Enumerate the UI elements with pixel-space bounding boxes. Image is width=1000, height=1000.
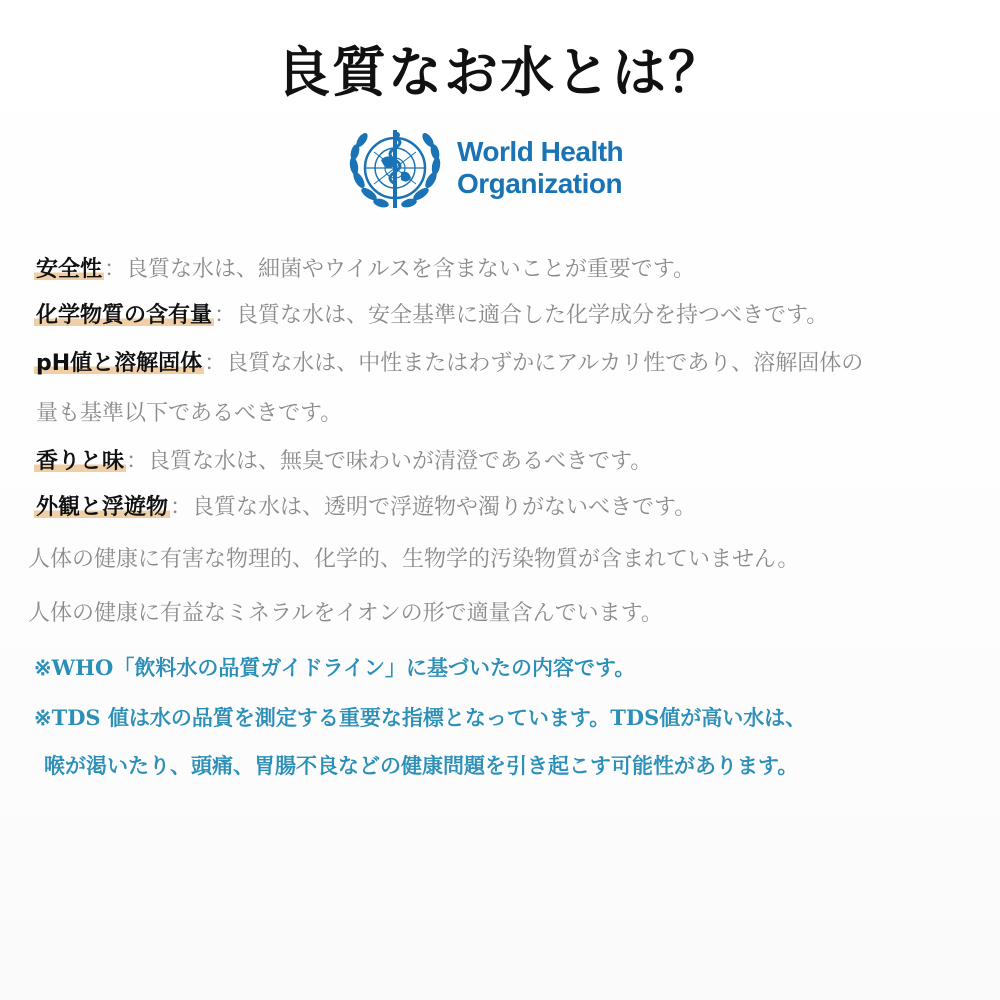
criterion-colon: ：	[170, 495, 193, 520]
criterion-taste	[34, 444, 652, 475]
who-wordmark	[457, 136, 623, 200]
criterion-label: 外観と浮遊物	[36, 495, 169, 520]
criterion-text: 良質な水は、無臭で味わいが清澄であるべきです。	[148, 449, 653, 474]
criterion-colon: ：	[126, 449, 149, 474]
criterion-colon: ：	[104, 257, 127, 282]
page-title: 良質なお水とは？	[276, 41, 724, 104]
criterion-ph	[34, 346, 863, 377]
who-name-line2: Organization	[457, 168, 623, 199]
criterion-text: 良質な水は、細菌やウイルスを含まないことが重要です。	[126, 257, 695, 282]
note-tds-continued: 喉が渇いたり、頭痛、胃腸不良などの健康問題を引き起こす可能性があります。	[44, 753, 799, 778]
criterion-appearance	[34, 490, 696, 521]
note-tds: ※TDS 値は水の品質を測定する重要な指標となっています。TDS値が高い水は、	[34, 705, 807, 730]
criterion-chemicals	[34, 298, 828, 329]
criterion-text: 良質な水は、安全基準に適合した化学成分を持つべきです。	[236, 303, 829, 328]
criterion-label: 安全性	[36, 257, 103, 282]
criterion-colon: ：	[204, 351, 227, 376]
statement-minerals: 人体の健康に有益なミネラルをイオンの形で適量含んでいます。	[28, 601, 663, 626]
who-logo	[345, 122, 655, 214]
criterion-label: pH値と溶解固体	[36, 351, 203, 376]
criterion-colon: ：	[214, 303, 237, 328]
note-who-guideline: ※WHO「飲料水の品質ガイドライン」に基づいたの内容です。	[34, 655, 636, 680]
criterion-label: 化学物質の含有量	[36, 303, 213, 328]
criterion-ph-continued	[36, 396, 342, 427]
criterion-safety	[34, 252, 695, 283]
criterion-text: 良質な水は、中性またはわずかにアルカリ性であり、溶解固体の	[226, 351, 864, 376]
criterion-text-continued: 量も基準以下であるべきです。	[36, 401, 343, 426]
criterion-text: 良質な水は、透明で浮遊物や濁りがないべきです。	[192, 495, 697, 520]
criterion-label: 香りと味	[36, 449, 125, 474]
who-emblem-icon	[345, 122, 445, 214]
statement-harmful: 人体の健康に有害な物理的、化学的、生物学的汚染物質が含まれていません。	[28, 547, 800, 572]
who-name-line1: World Health	[457, 136, 624, 167]
